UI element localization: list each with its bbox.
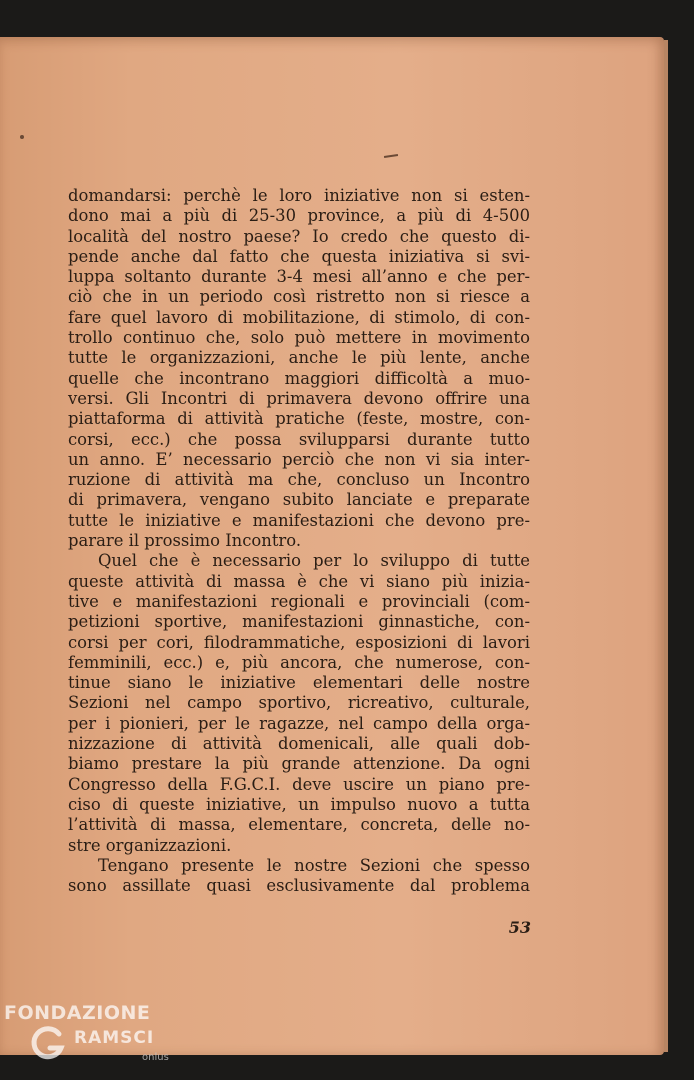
text-line: fare quel lavoro di mobilitazione, di stimolo, di con- <box>68 307 530 327</box>
text-line: domandarsi: perchè le loro iniziative non si esten- <box>68 186 530 205</box>
text-line: pende anche dal fatto che questa iniziativa si svi- <box>68 246 530 266</box>
text-line: nizzazione di attività domenicali, alle quali dob- <box>68 734 530 754</box>
text-line: stre organizzazioni. <box>68 835 232 855</box>
text-line: piattaforma di attività pratiche (feste, mostre, con- <box>68 409 530 429</box>
text-line: trollo continuo che, solo può mettere in movimento <box>68 328 530 348</box>
body-text <box>68 186 530 896</box>
text-line: ciò che in un periodo così ristretto non si riesce a <box>68 287 530 307</box>
gramsci-g-logo-icon <box>28 1024 68 1064</box>
text-line: corsi per cori, filodrammatiche, esposizioni di lavori <box>68 632 530 652</box>
text-line: tutte le organizzazioni, anche le più lente, anche <box>68 348 530 368</box>
text-line: tinue siano le iniziative elementari delle nostre <box>68 673 530 693</box>
text-line: parare il prossimo Incontro. <box>68 531 302 551</box>
text-line: ruzione di attività ma che, concluso un Incontro <box>68 470 530 490</box>
page-number: 53 <box>508 918 531 937</box>
text-line: Sezioni nel campo sportivo, ricreativo, culturale, <box>68 693 530 713</box>
text-line: queste attività di massa è che vi siano più inizia- <box>68 571 530 591</box>
text-line: l’attività di massa, elementare, concreta, delle no- <box>68 815 530 835</box>
ink-speck <box>20 135 24 139</box>
text-line: petizioni sportive, manifestazioni ginnastiche, con- <box>68 612 530 632</box>
text-line: luppa soltanto durante 3-4 mesi all’anno e che per- <box>68 267 530 287</box>
text-line: un anno. E’ necessario perciò che non vi sia inter- <box>68 449 530 469</box>
text-line: corsi, ecc.) che possa svilupparsi durante tutto <box>68 429 530 449</box>
text-line: per i pionieri, per le ragazze, nel campo della orga- <box>68 713 530 733</box>
watermark-line1: FONDAZIONE <box>4 1002 151 1024</box>
text-line: quelle che incontrano maggiori difficoltà a muo- <box>68 368 530 388</box>
text-line: tutte le iniziative e manifestazioni che devono pre- <box>68 510 530 530</box>
text-line: Congresso della F.G.C.I. deve uscire un piano pre- <box>68 774 530 794</box>
fondazione-gramsci-watermark <box>2 1000 192 1078</box>
text-line: tive e manifestazioni regionali e provinciali (com- <box>68 591 530 611</box>
text-line: Tengano presente le nostre Sezioni che spesso <box>98 855 530 875</box>
text-line: ciso di queste iniziative, un impulso nuovo a tutta <box>68 794 530 814</box>
text-line: femminili, ecc.) e, più ancora, che numerose, con- <box>68 652 530 672</box>
watermark-line2: RAMSCI <box>74 1028 155 1048</box>
text-line: di primavera, vengano subito lanciate e preparate <box>68 490 530 510</box>
text-line: località del nostro paese? Io credo che questo di- <box>68 226 530 246</box>
text-line: biamo prestare la più grande attenzione. Da ogni <box>68 754 530 774</box>
text-line: dono mai a più di 25-30 province, a più di 4-500 <box>68 206 530 226</box>
page-edge <box>664 40 668 1052</box>
text-line: Quel che è necessario per lo sviluppo di tutte <box>98 551 530 571</box>
watermark-suffix: onlus <box>142 1052 169 1063</box>
text-line: sono assillate quasi esclusivamente dal problema <box>68 876 530 896</box>
text-line: versi. Gli Incontri di primavera devono offrire una <box>68 388 530 408</box>
